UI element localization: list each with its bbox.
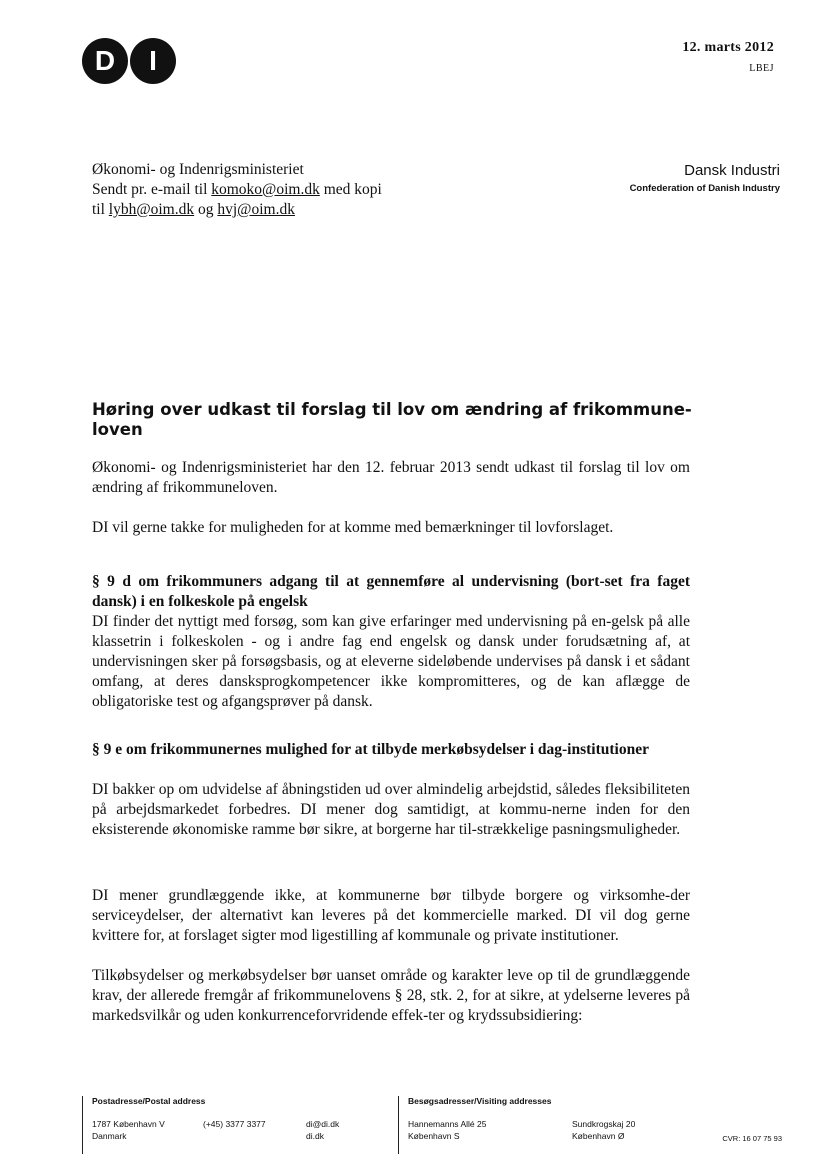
logo-letter-i: I <box>130 38 176 84</box>
recipient-text: med kopi <box>319 181 382 198</box>
recipient-email-line <box>92 180 382 200</box>
postal-line-1: 1787 København V <box>92 1119 165 1129</box>
brand-name: Dansk Industri <box>684 162 780 179</box>
recipient-address <box>92 160 382 220</box>
page-footer <box>0 1092 826 1162</box>
document-title: Høring over udkast til forslag til lov om ændring af frikommune-loven <box>92 400 692 439</box>
email-link-komoko[interactable]: komoko@oim.dk <box>211 181 320 198</box>
document-date: 12. marts 2012 <box>682 40 774 55</box>
section-heading-9d: § 9 d om frikommuners adgang til at gennemføre al undervisning (bort-set fra faget dansk) i en folkeskole på engelsk <box>92 573 690 610</box>
footer-phone: (+45) 3377 3377 <box>203 1119 266 1129</box>
recipient-text: Sendt pr. e-mail til <box>92 181 212 198</box>
postal-address-heading: Postadresse/Postal address <box>92 1096 206 1106</box>
section-text-9e-3: Tilkøbsydelser og merkøbsydelser bør uanset område og karakter leve op til de grundlæggende krav, der allerede fremgår af frikommunelovens § 28, stk. 2, for at sikre, at ydelserne leveres på markedsvilkår og uden konkurrenceforvridende effek-ter og krydssubsidiering: <box>92 967 690 1024</box>
section-heading-9e: § 9 e om frikommunernes mulighed for at tilbyde merkøbsydelser i dag-institutioner <box>92 741 649 758</box>
document-reference: LBEJ <box>749 63 774 74</box>
visit-address-1-line-2: København S <box>408 1131 460 1141</box>
email-link-lybh[interactable]: lybh@oim.dk <box>108 201 195 218</box>
cvr-number: CVR: 16 07 75 93 <box>722 1134 782 1143</box>
recipient-text: og <box>194 201 218 218</box>
visit-address-2-line-2: København Ø <box>572 1131 625 1141</box>
section-text-9e-2: DI mener grundlæggende ikke, at kommunerne bør tilbyde borgere og virksomhe-der serviceydelser, der alternativt kan leveres på det kommercielle marked. DI vil dog gerne kvittere for, at forslaget sigter mod ligestilling af kommunale og private institutioner. <box>92 887 690 944</box>
footer-email[interactable]: di@di.dk <box>306 1119 340 1129</box>
visiting-address-heading: Besøgsadresser/Visiting addresses <box>408 1096 552 1106</box>
brand-subtitle: Confederation of Danish Industry <box>629 183 780 194</box>
section-text-9d: DI finder det nyttigt med forsøg, som kan give erfaringer med undervisning på en-gelsk på alle klassetrin i folkeskolen - og i andre fag end engelsk og dansk under forudsætning af, at undervisningen sker på forsøgsbasis, og at eleverne sideløbende undervises på dansk i et sådant omfang, at deres dansksprogkompetencer ikke kompromitteres, og de kan aflægge de obligatoriske test og afgangsprøver på dansk. <box>92 613 690 710</box>
email-link-hvj[interactable]: hvj@oim.dk <box>217 201 295 218</box>
recipient-text: til <box>92 201 109 218</box>
di-logo <box>82 38 170 84</box>
intro-paragraph: Økonomi- og Indenrigsministeriet har den 12. februar 2013 sendt udkast til forslag til lov om ændring af frikommuneloven. <box>92 459 690 496</box>
recipient-name: Økonomi- og Indenrigsministeriet <box>92 161 304 178</box>
thanks-paragraph: DI vil gerne takke for muligheden for at komme med bemærkninger til lovforslaget. <box>92 519 614 536</box>
footer-website[interactable]: di.dk <box>306 1131 324 1141</box>
section-text-9e-1: DI bakker op om udvidelse af åbningstiden ud over almindelig arbejdstid, således fleksibiliteten på arbejdsmarkedet forbedres. DI mener dog samtidigt, at kommu-nerne inden for den eksisterende økonomiske ramme bør sikre, at borgerne har til-strækkelige pasningsmuligheder. <box>92 781 690 838</box>
footer-divider <box>398 1096 399 1154</box>
visit-address-1-line-1: Hannemanns Allé 25 <box>408 1119 487 1129</box>
visit-address-2-line-1: Sundkrogskaj 20 <box>572 1119 636 1129</box>
footer-divider <box>82 1096 83 1154</box>
logo-letter-d: D <box>82 38 128 84</box>
recipient-copy-line <box>92 200 382 220</box>
postal-line-2: Danmark <box>92 1131 127 1141</box>
